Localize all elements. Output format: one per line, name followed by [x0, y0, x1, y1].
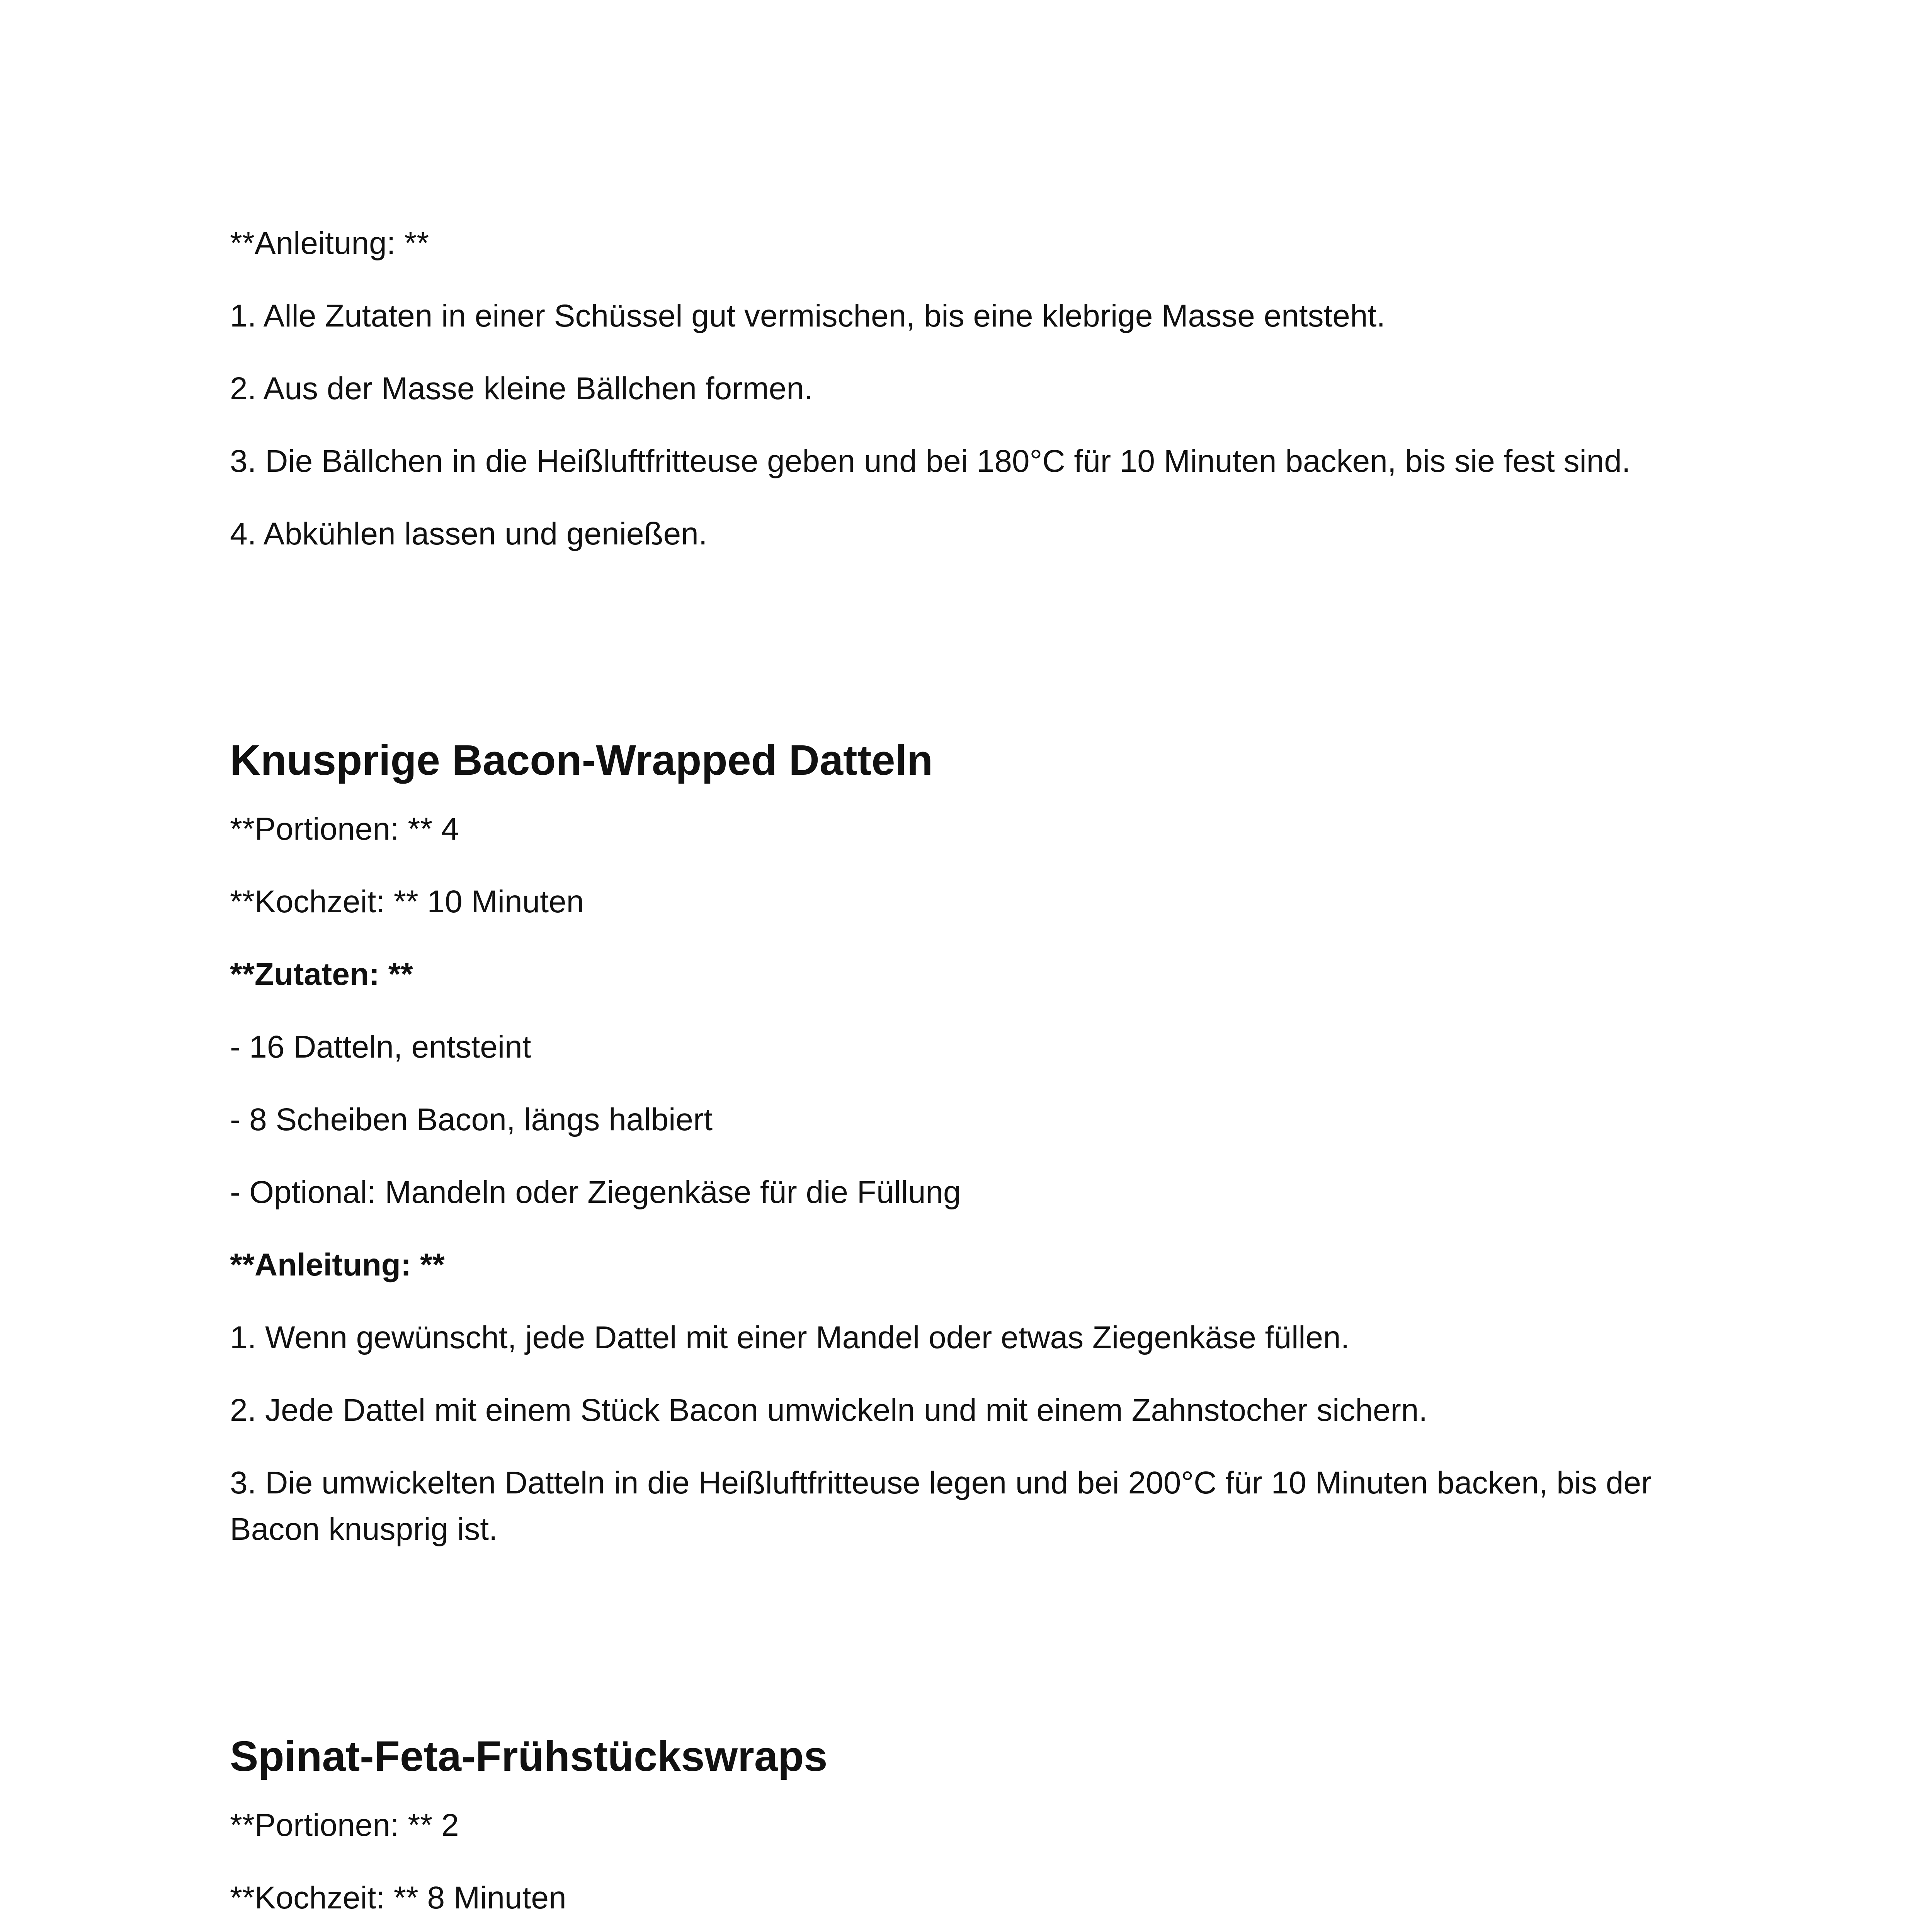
anleitung-label: **Anleitung: **: [230, 1247, 445, 1282]
kochzeit-line: **Kochzeit: ** 8 Minuten: [230, 1880, 566, 1915]
page-content: [230, 220, 1687, 1932]
instruction-step: 2. Aus der Masse kleine Bällchen formen.: [230, 371, 813, 406]
zutaten-label: **Zutaten: **: [230, 957, 413, 992]
instruction-step: 1. Alle Zutaten in einer Schüssel gut vermischen, bis eine klebrige Masse entsteht.: [230, 298, 1386, 333]
ingredient-item: - Optional: Mandeln oder Ziegenkäse für die Füllung: [230, 1175, 961, 1210]
recipe-title: Knusprige Bacon-Wrapped Datteln: [230, 736, 933, 784]
instruction-step: 1. Wenn gewünscht, jede Dattel mit einer Mandel oder etwas Ziegenkäse füllen.: [230, 1320, 1350, 1355]
instruction-step: 3. Die Bällchen in die Heißluftfritteuse geben und bei 180°C für 10 Minuten backen, bis sie fest sind.: [230, 444, 1631, 479]
instruction-step: 3. Die umwickelten Datteln in die Heißluftfritteuse legen und bei 200°C für 10 Minuten backen, bis der Bacon knusprig ist.: [230, 1465, 1652, 1547]
instruction-step: 2. Jede Dattel mit einem Stück Bacon umwickeln und mit einem Zahnstocher sichern.: [230, 1393, 1428, 1428]
recipe-title: Spinat-Feta-Frühstückswraps: [230, 1733, 828, 1780]
section-spacer: [230, 583, 1687, 733]
anleitung-label: **Anleitung: **: [230, 226, 429, 261]
section-spacer: [230, 1579, 1687, 1730]
ingredient-item: - 16 Datteln, entsteint: [230, 1029, 531, 1065]
intro-section: [230, 220, 1687, 557]
recipe-section: [230, 1730, 1687, 1932]
ingredient-item: - 8 Scheiben Bacon, längs halbiert: [230, 1102, 713, 1137]
portionen-line: **Portionen: ** 4: [230, 811, 459, 847]
instruction-step: 4. Abkühlen lassen und genießen.: [230, 516, 708, 551]
kochzeit-line: **Kochzeit: ** 10 Minuten: [230, 884, 584, 919]
portionen-line: **Portionen: ** 2: [230, 1808, 459, 1843]
recipe-section: [230, 733, 1687, 1553]
